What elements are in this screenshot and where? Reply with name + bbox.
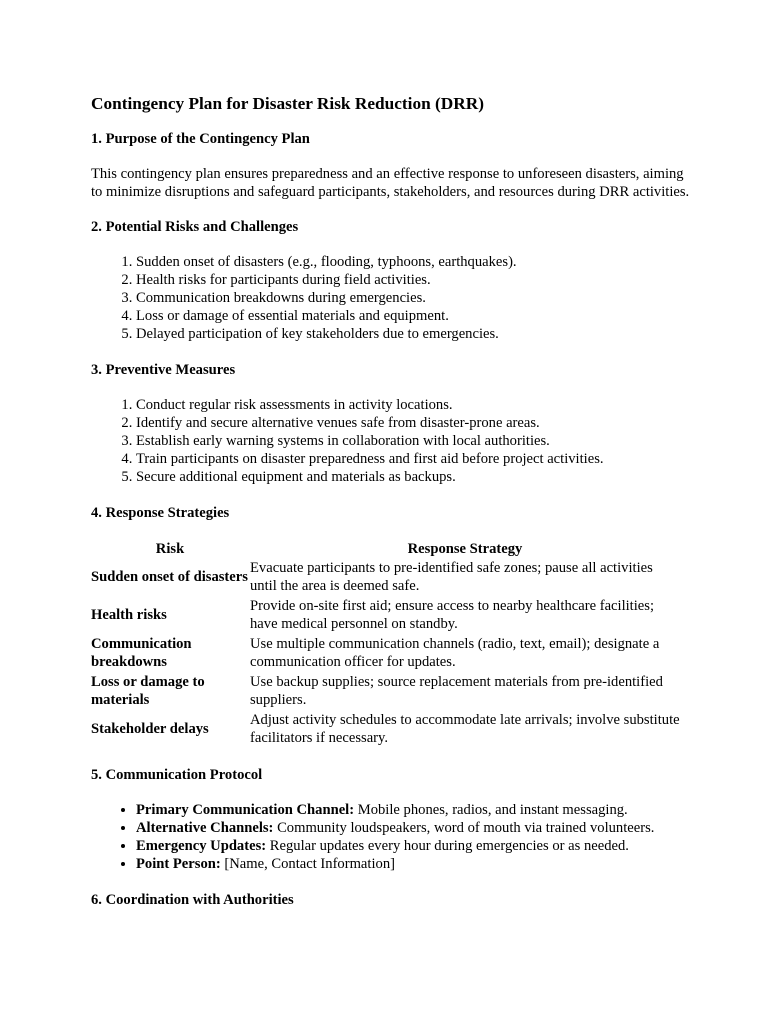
list-item: 5. Secure additional equipment and materials as backups.	[136, 468, 691, 486]
item-text: Mobile phones, radios, and instant messaging.	[354, 802, 628, 818]
list-item: 3. Establish early warning systems in collaboration with local authorities.	[136, 432, 691, 450]
document-title: Contingency Plan for Disaster Risk Reduction (DRR)	[91, 94, 484, 113]
item-text: Community loudspeakers, word of mouth via trained volunteers.	[273, 820, 655, 836]
list-item	[136, 837, 691, 855]
section-heading-purpose: 1. Purpose of the Contingency Plan	[91, 131, 310, 147]
list-item: 2. Identify and secure alternative venues safe from disaster-prone areas.	[136, 414, 691, 432]
risk-cell: Sudden onset of disasters	[91, 569, 248, 585]
item-label: Alternative Channels:	[136, 820, 274, 836]
list-item: 4. Train participants on disaster preparedness and first aid before project activities.	[136, 450, 691, 468]
purpose-paragraph: This contingency plan ensures preparedness and an effective response to unforeseen disasters, aiming to minimize disruptions and safeguard participants, stakeholders, and resources during DRR activities.	[91, 166, 690, 200]
strategy-cell: Evacuate participants to pre-identified safe zones; pause all activities until the area is deemed safe.	[250, 560, 653, 594]
column-header-risk: Risk	[155, 541, 185, 557]
item-text: [Name, Contact Information]	[220, 856, 395, 872]
column-header-strategy: Response Strategy	[407, 541, 523, 557]
strategy-cell: Adjust activity schedules to accommodate late arrivals; involve substitute facilitators if necessary.	[250, 712, 680, 746]
section-heading-coordination: 6. Coordination with Authorities	[91, 892, 294, 908]
section-heading-risks: 2. Potential Risks and Challenges	[91, 219, 299, 235]
risk-cell: Stakeholder delays	[91, 721, 209, 737]
list-item: 3. Communication breakdowns during emergencies.	[136, 289, 691, 307]
strategy-cell: Provide on-site first aid; ensure access to nearby healthcare facilities; have medical personnel on standby.	[250, 598, 655, 632]
table-row	[91, 710, 681, 748]
strategy-cell: Use backup supplies; source replacement materials from pre-identified suppliers.	[250, 674, 663, 708]
response-table	[91, 539, 681, 748]
risks-list	[91, 253, 691, 343]
table-header-row	[91, 539, 681, 558]
section-heading-preventive: 3. Preventive Measures	[91, 362, 236, 378]
strategy-cell: Use multiple communication channels (radio, text, email); designate a communication officer for updates.	[250, 636, 660, 670]
table-row	[91, 672, 681, 710]
item-label: Emergency Updates:	[136, 838, 267, 854]
list-item: 1. Conduct regular risk assessments in activity locations.	[136, 396, 691, 414]
list-item	[136, 801, 691, 819]
list-item: 5. Delayed participation of key stakeholders due to emergencies.	[136, 325, 691, 343]
table-row	[91, 596, 681, 634]
risk-cell: Loss or damage to materials	[91, 674, 205, 708]
risk-cell: Communication breakdowns	[91, 636, 192, 670]
list-item: 2. Health risks for participants during field activities.	[136, 271, 691, 289]
section-heading-response: 4. Response Strategies	[91, 505, 230, 521]
risk-cell: Health risks	[91, 607, 167, 623]
communication-list	[91, 801, 691, 873]
item-text: Regular updates every hour during emergencies or as needed.	[266, 838, 629, 854]
table-row	[91, 634, 681, 672]
list-item	[136, 855, 691, 873]
document-page	[91, 93, 691, 926]
section-heading-communication: 5. Communication Protocol	[91, 767, 263, 783]
table-row	[91, 558, 681, 596]
list-item: 1. Sudden onset of disasters (e.g., flooding, typhoons, earthquakes).	[136, 253, 691, 271]
list-item	[136, 819, 691, 837]
list-item: 4. Loss or damage of essential materials and equipment.	[136, 307, 691, 325]
preventive-list	[91, 396, 691, 486]
item-label: Primary Communication Channel:	[136, 802, 355, 818]
item-label: Point Person:	[136, 856, 221, 872]
